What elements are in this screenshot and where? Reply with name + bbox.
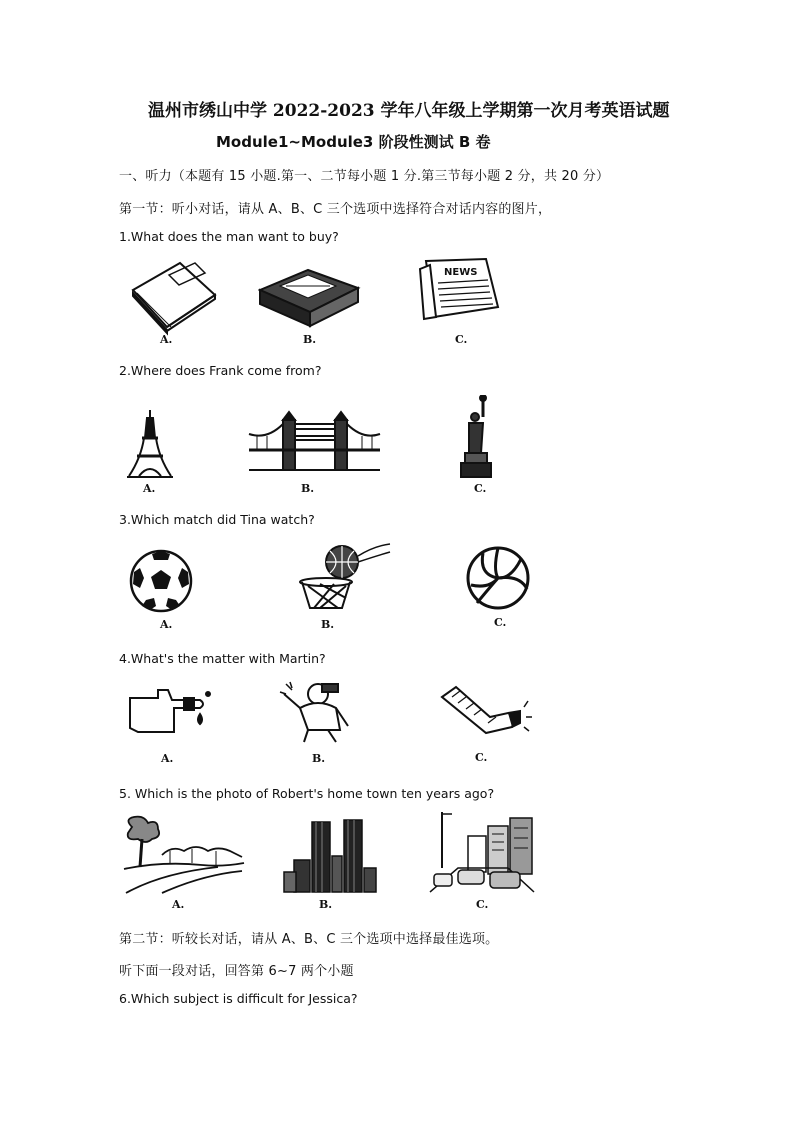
notebook-icon — [125, 255, 225, 355]
soccer-ball-icon — [128, 548, 228, 648]
basketball-hoop-icon — [298, 542, 398, 642]
cut-finger-icon — [128, 688, 228, 788]
option-label-a: A. — [143, 482, 156, 495]
option-label-c: C. — [474, 482, 487, 495]
broken-leg-icon — [438, 683, 538, 783]
svg-text:NEWS: NEWS — [444, 267, 478, 278]
page-title: 温州市绣山中学 2022-2023 学年八年级上学期第一次月考英语试题 — [148, 101, 670, 121]
option-label-c: C. — [494, 616, 507, 629]
option-label-c: C. — [476, 898, 489, 911]
question-5: 5. Which is the photo of Robert's home town ten years ago? — [119, 786, 495, 801]
option-label-b: B. — [312, 752, 326, 765]
option-label-b: B. — [303, 333, 317, 346]
option-label-a: A. — [160, 333, 173, 346]
question-1: 1.What does the man want to buy? — [119, 229, 339, 244]
option-label-a: A. — [161, 752, 174, 765]
page-subtitle: Module1~Module3 阶段性测试 B 卷 — [216, 133, 491, 151]
option-label-b: B. — [301, 482, 315, 495]
option-label-a: A. — [160, 618, 173, 631]
dialog-instruction: 听下面一段对话，回答第 6~7 两个小题 — [119, 964, 354, 979]
option-label-c: C. — [455, 333, 468, 346]
busy-street-icon — [428, 808, 528, 908]
dictionary-icon — [258, 262, 358, 362]
part2-instruction: 第二节：听较长对话，请从 A、B、C 三个选项中选择最佳选项。 — [119, 932, 499, 947]
option-label-c: C. — [475, 751, 488, 764]
question-6: 6.Which subject is difficult for Jessica? — [119, 991, 358, 1006]
sore-back-icon — [278, 680, 378, 780]
tower-bridge-icon — [247, 410, 347, 510]
option-label-b: B. — [321, 618, 335, 631]
option-label-a: A. — [172, 898, 185, 911]
question-2: 2.Where does Frank come from? — [119, 363, 322, 378]
question-3: 3.Which match did Tina watch? — [119, 512, 315, 527]
statue-of-liberty-icon — [455, 395, 555, 495]
volleyball-icon — [465, 545, 565, 645]
part1-instruction: 第一节：听小对话，请从 A、B、C 三个选项中选择符合对话内容的图片， — [119, 202, 552, 217]
section-heading: 一、听力（本题有 15 小题.第一、二节每小题 1 分.第三节每小题 2 分，共 20 分） — [119, 169, 610, 184]
question-4: 4.What's the matter with Martin? — [119, 651, 326, 666]
eiffel-tower-icon — [125, 408, 225, 508]
option-label-b: B. — [319, 898, 333, 911]
